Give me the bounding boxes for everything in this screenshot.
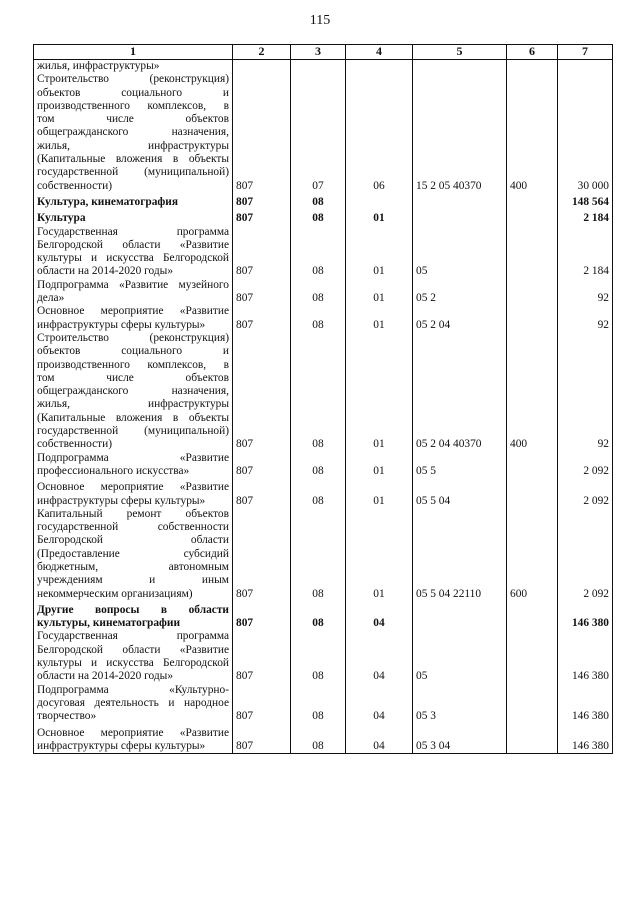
amount-value: 92 bbox=[558, 305, 613, 332]
description-line: объектов социального и bbox=[37, 86, 229, 99]
table-row bbox=[34, 60, 613, 74]
row-description bbox=[34, 279, 233, 306]
expense-type-code bbox=[507, 452, 558, 479]
subsection-code bbox=[346, 60, 413, 74]
description-line: Белгородской области «Развитие bbox=[37, 238, 229, 251]
ministry-code: 807 bbox=[233, 73, 291, 193]
description-line: области на 2014-2020 годы» bbox=[37, 670, 174, 683]
subsection-code: 01 bbox=[346, 305, 413, 332]
ministry-code: 807 bbox=[233, 601, 291, 631]
description-line: дела» bbox=[37, 292, 65, 305]
table-row bbox=[34, 193, 613, 209]
target-article-code bbox=[413, 60, 507, 74]
table-row bbox=[34, 478, 613, 508]
description-line: культуры и искусства Белгородской bbox=[37, 657, 229, 670]
target-article-code: 05 3 bbox=[413, 684, 507, 724]
target-article-code: 05 bbox=[413, 630, 507, 683]
ministry-code: 807 bbox=[233, 332, 291, 452]
table-row bbox=[34, 452, 613, 479]
ministry-code: 807 bbox=[233, 724, 291, 754]
expense-type-code bbox=[507, 209, 558, 225]
section-code: 08 bbox=[291, 226, 346, 279]
ministry-code: 807 bbox=[233, 305, 291, 332]
section-code: 08 bbox=[291, 630, 346, 683]
expense-type-code: 400 bbox=[507, 332, 558, 452]
amount-value: 30 000 bbox=[558, 73, 613, 193]
expense-type-code bbox=[507, 478, 558, 508]
section-code: 08 bbox=[291, 684, 346, 724]
description-line: (Капитальные вложения в объекты bbox=[37, 153, 229, 166]
row-description bbox=[34, 724, 233, 754]
target-article-code: 05 3 04 bbox=[413, 724, 507, 754]
description-line: Культура bbox=[37, 212, 86, 225]
amount-value: 2 184 bbox=[558, 209, 613, 225]
subsection-code: 01 bbox=[346, 332, 413, 452]
description-line: профессионального искусства» bbox=[37, 464, 190, 477]
row-description bbox=[34, 73, 233, 193]
row-description bbox=[34, 601, 233, 631]
section-code: 08 bbox=[291, 305, 346, 332]
subsection-code: 01 bbox=[346, 226, 413, 279]
expense-type-code bbox=[507, 724, 558, 754]
expense-type-code bbox=[507, 193, 558, 209]
column-header: 7 bbox=[558, 45, 613, 60]
description-line: Подпрограмма «Развитие bbox=[37, 451, 229, 464]
budget-table bbox=[33, 44, 613, 754]
section-code: 08 bbox=[291, 193, 346, 209]
expense-type-code bbox=[507, 630, 558, 683]
target-article-code bbox=[413, 601, 507, 631]
column-header: 4 bbox=[346, 45, 413, 60]
amount-value: 146 380 bbox=[558, 601, 613, 631]
description-line: Другие вопросы в области bbox=[37, 603, 229, 616]
expense-type-code bbox=[507, 226, 558, 279]
description-line: общегражданского назначения, bbox=[37, 126, 229, 139]
column-header: 6 bbox=[507, 45, 558, 60]
table-row bbox=[34, 508, 613, 601]
description-line: Основное мероприятие «Развитие bbox=[37, 481, 229, 494]
description-line: собственности) bbox=[37, 438, 113, 451]
row-description bbox=[34, 226, 233, 279]
row-description bbox=[34, 508, 233, 601]
description-line: том числе объектов bbox=[37, 371, 229, 384]
amount-value: 148 564 bbox=[558, 193, 613, 209]
description-line: культуры, кинематографии bbox=[37, 617, 181, 630]
amount-value: 2 092 bbox=[558, 452, 613, 479]
target-article-code: 05 5 04 22110 bbox=[413, 508, 507, 601]
description-line: инфраструктуры сферы культуры» bbox=[37, 739, 206, 752]
description-line: Основное мероприятие «Развитие bbox=[37, 726, 229, 739]
amount-value: 2 092 bbox=[558, 478, 613, 508]
subsection-code: 04 bbox=[346, 601, 413, 631]
expense-type-code: 400 bbox=[507, 73, 558, 193]
description-line: инфраструктуры сферы культуры» bbox=[37, 318, 206, 331]
description-line: собственности) bbox=[37, 179, 113, 192]
description-line: Государственная программа bbox=[37, 630, 229, 643]
amount-value: 146 380 bbox=[558, 684, 613, 724]
description-line: некоммерческим организациям) bbox=[37, 587, 193, 600]
description-line: досуговая деятельность и народное bbox=[37, 696, 229, 709]
page-number: 115 bbox=[309, 13, 331, 28]
table-row bbox=[34, 332, 613, 452]
description-line: области на 2014-2020 годы» bbox=[37, 265, 174, 278]
amount-value: 92 bbox=[558, 279, 613, 306]
ministry-code: 807 bbox=[233, 684, 291, 724]
table-header-row bbox=[34, 45, 613, 60]
row-description bbox=[34, 193, 233, 209]
subsection-code bbox=[346, 193, 413, 209]
expense-type-code bbox=[507, 601, 558, 631]
table-row bbox=[34, 279, 613, 306]
section-code bbox=[291, 60, 346, 74]
target-article-code bbox=[413, 209, 507, 225]
description-line: (Предоставление субсидий bbox=[37, 547, 229, 560]
section-code: 08 bbox=[291, 601, 346, 631]
ministry-code: 807 bbox=[233, 226, 291, 279]
description-line: государственной собственности bbox=[37, 521, 229, 534]
description-line: государственной (муниципальной) bbox=[37, 425, 229, 438]
table-row bbox=[34, 630, 613, 683]
row-description bbox=[34, 630, 233, 683]
expense-type-code bbox=[507, 305, 558, 332]
description-line: Капитальный ремонт объектов bbox=[37, 507, 229, 520]
description-line: государственной (муниципальной) bbox=[37, 166, 229, 179]
subsection-code: 01 bbox=[346, 478, 413, 508]
description-line: общегражданского назначения, bbox=[37, 385, 229, 398]
description-line: Строительство (реконструкция) bbox=[37, 331, 229, 344]
row-description bbox=[34, 478, 233, 508]
description-line: творчество» bbox=[37, 710, 97, 723]
description-line: Культура, кинематография bbox=[37, 195, 179, 208]
subsection-code: 04 bbox=[346, 724, 413, 754]
description-line: инфраструктуры сферы культуры» bbox=[37, 494, 206, 507]
table-row bbox=[34, 209, 613, 225]
description-line: том числе объектов bbox=[37, 113, 229, 126]
column-header: 5 bbox=[413, 45, 507, 60]
table-row bbox=[34, 73, 613, 193]
table-row bbox=[34, 226, 613, 279]
section-code: 08 bbox=[291, 452, 346, 479]
column-header: 2 bbox=[233, 45, 291, 60]
expense-type-code bbox=[507, 60, 558, 74]
subsection-code: 04 bbox=[346, 684, 413, 724]
table-row bbox=[34, 305, 613, 332]
description-line: жилья, инфраструктуры bbox=[37, 139, 229, 152]
amount-value: 2 184 bbox=[558, 226, 613, 279]
description-line: объектов социального и bbox=[37, 345, 229, 358]
table-body bbox=[34, 60, 613, 754]
description-line: Государственная программа bbox=[37, 225, 229, 238]
description-line: Белгородской области bbox=[37, 534, 229, 547]
description-line: (Капитальные вложения в объекты bbox=[37, 411, 229, 424]
description-line: жилья, инфраструктуры» bbox=[37, 60, 160, 72]
amount-value: 146 380 bbox=[558, 630, 613, 683]
row-description bbox=[34, 209, 233, 225]
row-description bbox=[34, 452, 233, 479]
section-code: 08 bbox=[291, 332, 346, 452]
section-code: 08 bbox=[291, 209, 346, 225]
target-article-code: 05 2 04 40370 bbox=[413, 332, 507, 452]
description-line: Подпрограмма «Развитие музейного bbox=[37, 278, 229, 291]
description-line: культуры и искусства Белгородской bbox=[37, 252, 229, 265]
expense-type-code: 600 bbox=[507, 508, 558, 601]
description-line: Подпрограмма «Культурно- bbox=[37, 683, 229, 696]
section-code: 08 bbox=[291, 478, 346, 508]
expense-type-code bbox=[507, 279, 558, 306]
target-article-code: 05 2 04 bbox=[413, 305, 507, 332]
table-row bbox=[34, 601, 613, 631]
subsection-code: 01 bbox=[346, 279, 413, 306]
subsection-code: 04 bbox=[346, 630, 413, 683]
ministry-code bbox=[233, 60, 291, 74]
target-article-code: 05 5 04 bbox=[413, 478, 507, 508]
column-header: 1 bbox=[34, 45, 233, 60]
subsection-code: 01 bbox=[346, 452, 413, 479]
ministry-code: 807 bbox=[233, 508, 291, 601]
amount-value: 2 092 bbox=[558, 508, 613, 601]
description-line: производственного комплексов, в bbox=[37, 99, 229, 112]
amount-value bbox=[558, 60, 613, 74]
row-description bbox=[34, 332, 233, 452]
target-article-code: 05 bbox=[413, 226, 507, 279]
amount-value: 146 380 bbox=[558, 724, 613, 754]
row-description bbox=[34, 305, 233, 332]
subsection-code: 01 bbox=[346, 209, 413, 225]
ministry-code: 807 bbox=[233, 279, 291, 306]
description-line: жилья, инфраструктуры bbox=[37, 398, 229, 411]
column-header: 3 bbox=[291, 45, 346, 60]
ministry-code: 807 bbox=[233, 478, 291, 508]
subsection-code: 01 bbox=[346, 508, 413, 601]
ministry-code: 807 bbox=[233, 193, 291, 209]
row-description bbox=[34, 60, 233, 74]
amount-value: 92 bbox=[558, 332, 613, 452]
description-line: Белгородской области «Развитие bbox=[37, 643, 229, 656]
row-description bbox=[34, 684, 233, 724]
description-line: учреждениям и иным bbox=[37, 574, 229, 587]
section-code: 07 bbox=[291, 73, 346, 193]
target-article-code bbox=[413, 193, 507, 209]
section-code: 08 bbox=[291, 724, 346, 754]
target-article-code: 15 2 05 40370 bbox=[413, 73, 507, 193]
ministry-code: 807 bbox=[233, 630, 291, 683]
table-row bbox=[34, 724, 613, 754]
target-article-code: 05 5 bbox=[413, 452, 507, 479]
ministry-code: 807 bbox=[233, 452, 291, 479]
section-code: 08 bbox=[291, 508, 346, 601]
subsection-code: 06 bbox=[346, 73, 413, 193]
target-article-code: 05 2 bbox=[413, 279, 507, 306]
expense-type-code bbox=[507, 684, 558, 724]
description-line: Строительство (реконструкция) bbox=[37, 73, 229, 86]
ministry-code: 807 bbox=[233, 209, 291, 225]
table-row bbox=[34, 684, 613, 724]
description-line: Основное мероприятие «Развитие bbox=[37, 305, 229, 318]
description-line: бюджетным, автономным bbox=[37, 560, 229, 573]
description-line: производственного комплексов, в bbox=[37, 358, 229, 371]
section-code: 08 bbox=[291, 279, 346, 306]
